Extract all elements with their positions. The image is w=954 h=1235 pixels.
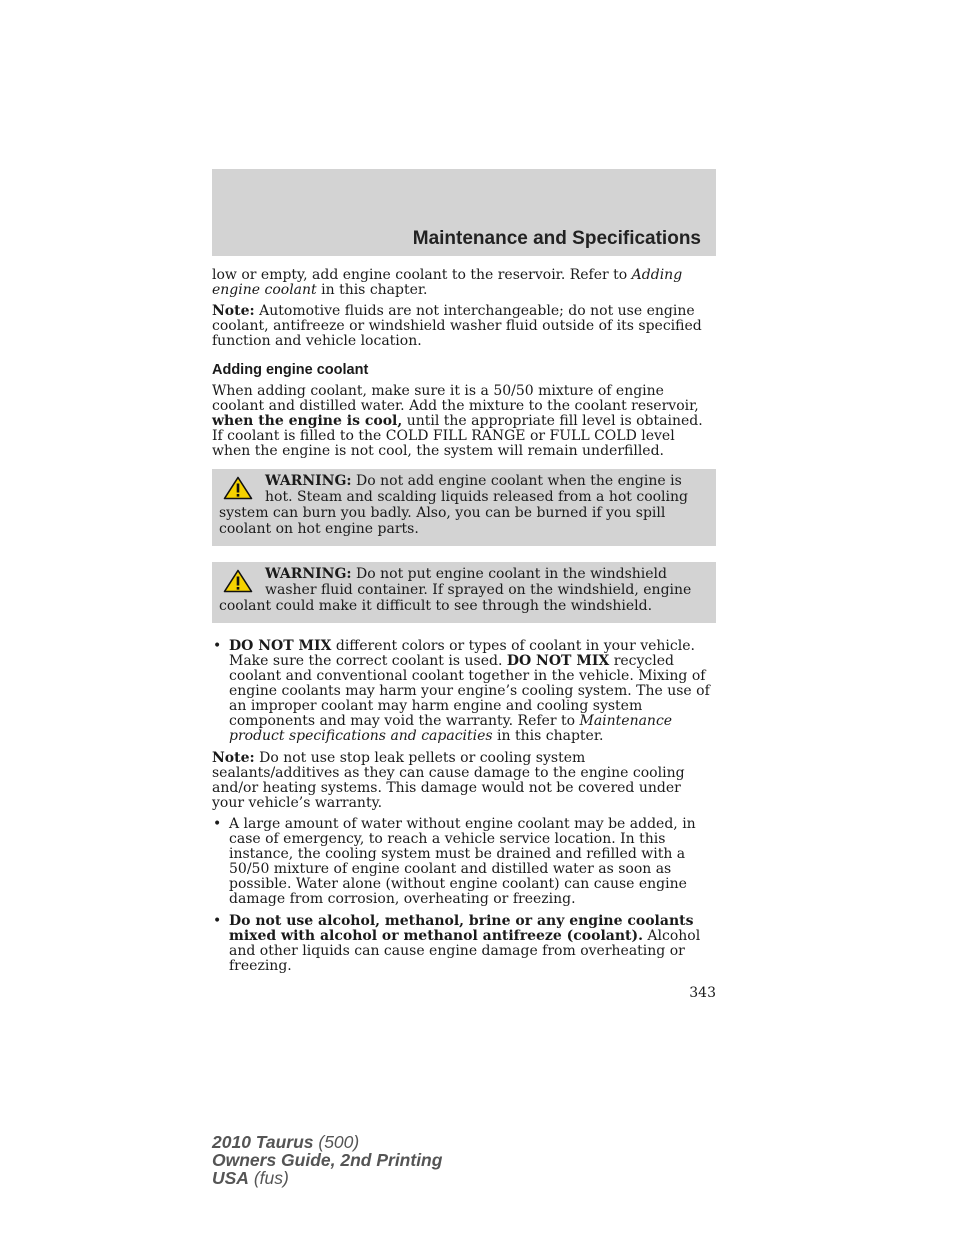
footer-line: USA (fus) xyxy=(212,1168,289,1188)
intro-paragraph: low or empty, add engine coolant to the reservoir. Refer to Adding engine coolant in this chapter. xyxy=(212,267,683,298)
footer-line: 2010 Taurus (500) xyxy=(212,1132,360,1152)
warning-box: WARNING: Do not add engine coolant when the engine is hot. Steam and scalding liquids released from a hot cooling system can burn you badly. Also, you can be burned if you spill coolant on hot engine parts. xyxy=(212,469,716,546)
warning-label: WARNING: xyxy=(265,566,352,582)
instruction-paragraph: When adding coolant, make sure it is a 50/50 mixture of engine coolant and distilled water. Add the mixture to the coolant reservoir, when the engine is cool, until the appropriate fill level is obtained. If coolant is filled to the COLD FILL RANGE or FULL COLD level when the engine is not cool, the system will remain underfilled. xyxy=(212,383,703,459)
document-footer xyxy=(212,1133,442,1187)
subsection-heading: Adding engine coolant xyxy=(212,362,369,378)
list-item: • DO NOT MIX different colors or types of coolant in your vehicle. Make sure the correct coolant is used. DO NOT MIX recycled coolant and conventional coolant together in the vehicle. Mixing of engine coolants may harm your engine’s cooling system. The use of an improper coolant may harm engine and cooling system components and may void the warranty. Refer to Maintenance product specifications and capacities in this chapter. xyxy=(212,639,716,744)
cross-reference: Adding engine coolant xyxy=(212,267,683,298)
section-title: Maintenance and Specifications xyxy=(412,228,701,249)
bullet-list xyxy=(212,817,716,974)
cross-reference: Maintenance product specifications and capacities xyxy=(229,713,673,744)
note-label: Note: xyxy=(212,750,255,766)
warning-triangle-icon xyxy=(223,476,253,500)
page-content xyxy=(212,268,716,1001)
footer-line: Owners Guide, 2nd Printing xyxy=(212,1150,443,1170)
bullet-list xyxy=(212,639,716,744)
list-item: • Do not use alcohol, methanol, brine or any engine coolants mixed with alcohol or methanol antifreeze (coolant). Alcohol and other liquids can cause engine damage from overheating or freezing. xyxy=(212,914,716,974)
note-paragraph: Note: Automotive fluids are not interchangeable; do not use engine coolant, antifreeze or windshield washer fluid outside of its specified function and vehicle location. xyxy=(212,303,702,349)
list-item: • A large amount of water without engine coolant may be added, in case of emergency, to reach a vehicle service location. In this instance, the cooling system must be drained and refilled with a 50/50 mixture of engine coolant and distilled water as soon as possible. Water alone (without engine coolant) can cause engine damage from corrosion, overheating or freezing. xyxy=(212,817,716,907)
note-paragraph: Note: Do not use stop leak pellets or cooling system sealants/additives as they can cause damage to the engine cooling and/or heating systems. This damage would not be covered under your vehicle’s warranty. xyxy=(212,750,685,811)
note-label: Note: xyxy=(212,303,255,319)
section-header-band xyxy=(212,169,716,256)
warning-triangle-icon xyxy=(223,569,253,593)
warning-label: WARNING: xyxy=(265,473,352,489)
warning-box: WARNING: Do not put engine coolant in the windshield washer fluid container. If sprayed on the windshield, engine coolant could make it difficult to see through the windshield. xyxy=(212,562,716,623)
page-number: 343 xyxy=(689,985,716,1001)
